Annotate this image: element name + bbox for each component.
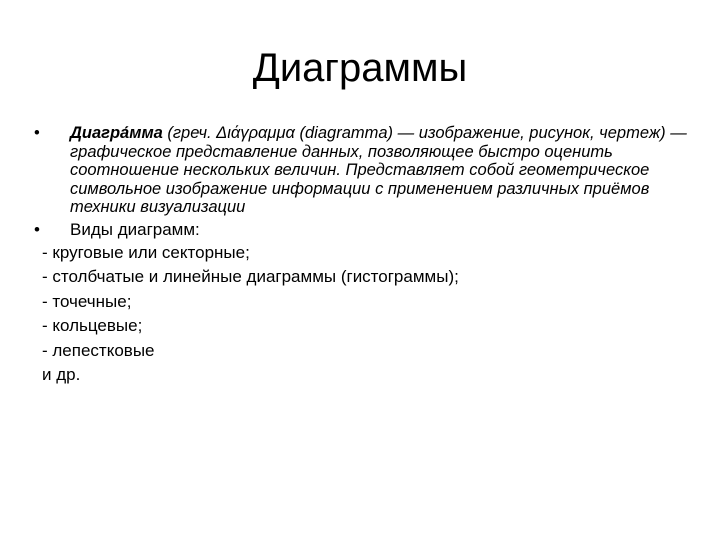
type-item: - столбчатые и линейные диаграммы (гистограммы);	[42, 267, 459, 286]
definition-bullet	[34, 124, 694, 217]
type-item: - кольцевые;	[42, 316, 143, 335]
types-heading: Виды диаграмм:	[70, 219, 200, 239]
types-heading-bullet	[34, 219, 694, 241]
type-item: - точечные;	[42, 291, 132, 311]
definition-term: Диагра́мма	[70, 124, 163, 142]
type-item: и др.	[42, 365, 81, 384]
definition-text: (греч. Διάγραμμα (diagramma) — изображение, рисунок, чертеж) — графическое представление данных, позволяющее быстро оценить соотношение нескольких величин. Представляет собой геометрическое символьное изображение информации с применением различных приёмов техники визуализации	[70, 124, 687, 216]
type-item: - круговые или секторные;	[42, 242, 250, 262]
bullet-marker: •	[34, 219, 40, 239]
slide-title: Диаграммы	[252, 46, 468, 90]
slide-content	[34, 124, 694, 388]
bullet-marker: •	[34, 124, 40, 142]
type-item: - лепестковые	[42, 340, 155, 360]
